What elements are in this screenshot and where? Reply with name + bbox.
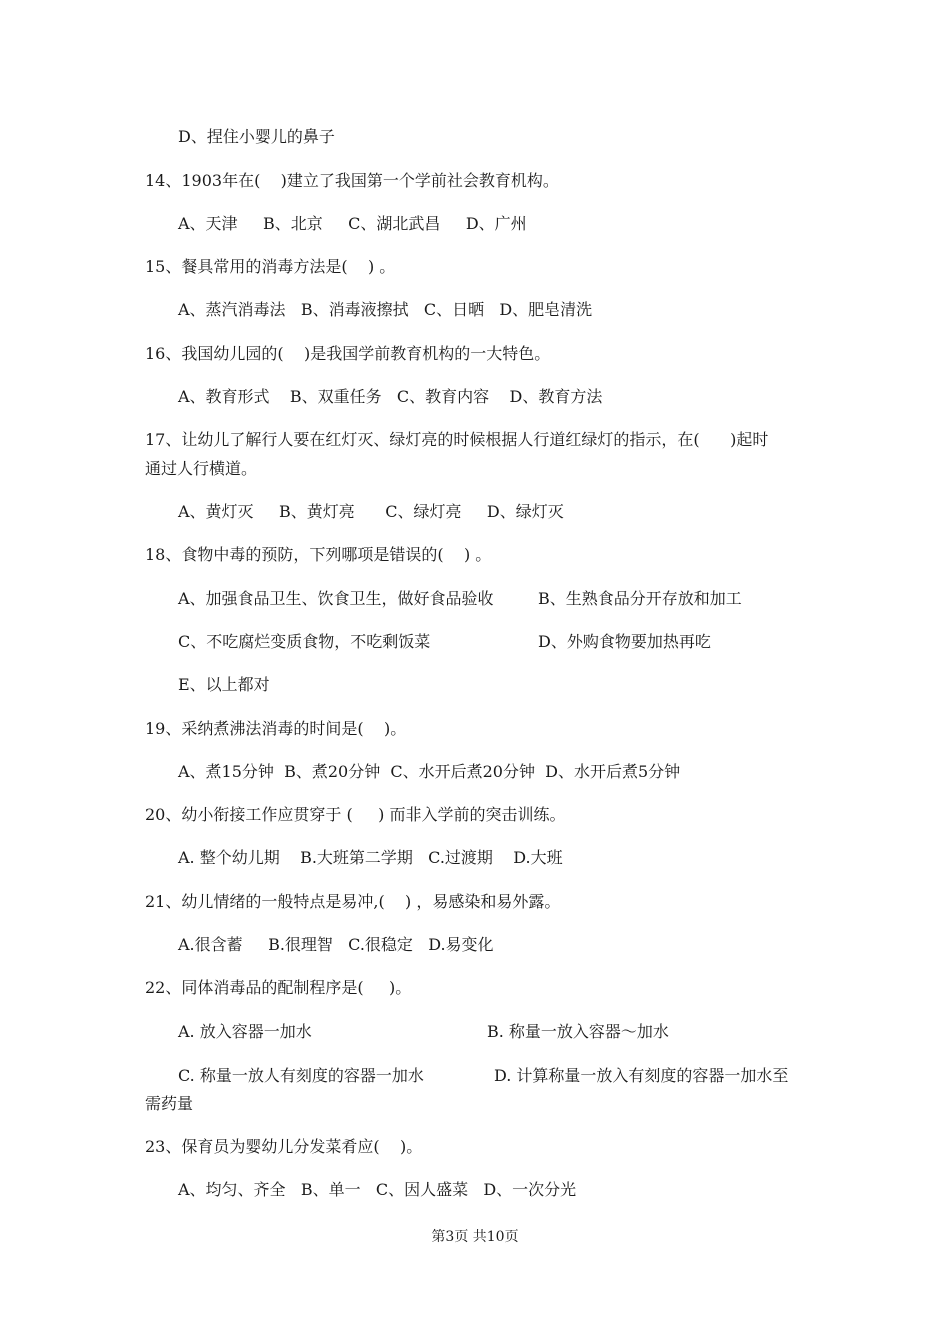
question-18-option-b: B、生熟食品分开存放和加工 — [538, 589, 742, 608]
question-22-option-b: B. 称量一放入容器～加水 — [487, 1022, 669, 1041]
question-23-options: A、均匀、齐全 B、单一 C、因人盛菜 D、一次分光 — [178, 1180, 577, 1199]
question-22: 22、同体消毒品的配制程序是( )。 — [145, 978, 412, 997]
question-14-options: A、天津 B、北京 C、湖北武昌 D、广州 — [178, 214, 527, 233]
question-17-continuation: 通过人行横道。 — [145, 459, 258, 478]
question-19: 19、采纳煮沸法消毒的时间是( )。 — [145, 719, 407, 738]
q13-option-d: D、捏住小婴儿的鼻子 — [178, 127, 335, 146]
question-22-option-d: D. 计算称量一放入有刻度的容器一加水至 — [494, 1066, 789, 1085]
question-15: 15、餐具常用的消毒方法是( ) 。 — [145, 257, 396, 276]
question-19-options: A、煮15分钟 B、煮20分钟 C、水开后煮20分钟 D、水开后煮5分钟 — [178, 762, 681, 781]
question-18-option-c: C、不吃腐烂变质食物，不吃剩饭菜 — [178, 632, 431, 651]
question-14: 14、1903年在( )建立了我国第一个学前社会教育机构。 — [145, 171, 559, 190]
question-21-options: A.很含蓄 B.很理智 C.很稳定 D.易变化 — [178, 935, 494, 954]
question-22-option-a: A. 放入容器一加水 — [178, 1022, 312, 1041]
question-23: 23、保育员为婴幼儿分发菜肴应( )。 — [145, 1137, 423, 1156]
question-18-option-e: E、以上都对 — [178, 675, 270, 694]
question-22-option-c: C. 称量一放人有刻度的容器一加水 — [178, 1066, 424, 1085]
question-17: 17、让幼儿了解行人要在红灯灭、绿灯亮的时候根据人行道红绿灯的指示，在( )起时 — [145, 430, 769, 449]
question-21: 21、幼儿情绪的一般特点是易冲,( ) ，易感染和易外露。 — [145, 892, 561, 911]
question-16-options: A、教育形式 B、双重任务 C、教育内容 D、教育方法 — [178, 387, 603, 406]
question-20-options: A. 整个幼儿期 B.大班第二学期 C.过渡期 D.大班 — [178, 848, 563, 867]
question-18: 18、食物中毒的预防，下列哪项是错误的( ) 。 — [145, 545, 492, 564]
page-footer: 第3页 共10页 — [431, 1229, 519, 1245]
question-22-continuation: 需药量 — [145, 1094, 194, 1113]
question-17-options: A、黄灯灭 B、黄灯亮 C、绿灯亮 D、绿灯灭 — [178, 502, 564, 521]
question-20: 20、幼小衔接工作应贯穿于 ( ) 而非入学前的突击训练。 — [145, 805, 566, 824]
question-16: 16、我国幼儿园的( )是我国学前教育机构的一大特色。 — [145, 344, 551, 363]
question-18-option-a: A、加强食品卫生、饮食卫生，做好食品验收 — [178, 589, 494, 608]
question-18-option-d: D、外购食物要加热再吃 — [538, 632, 711, 651]
question-15-options: A、蒸汽消毒法 B、消毒液擦拭 C、日晒 D、肥皂清洗 — [178, 300, 593, 319]
